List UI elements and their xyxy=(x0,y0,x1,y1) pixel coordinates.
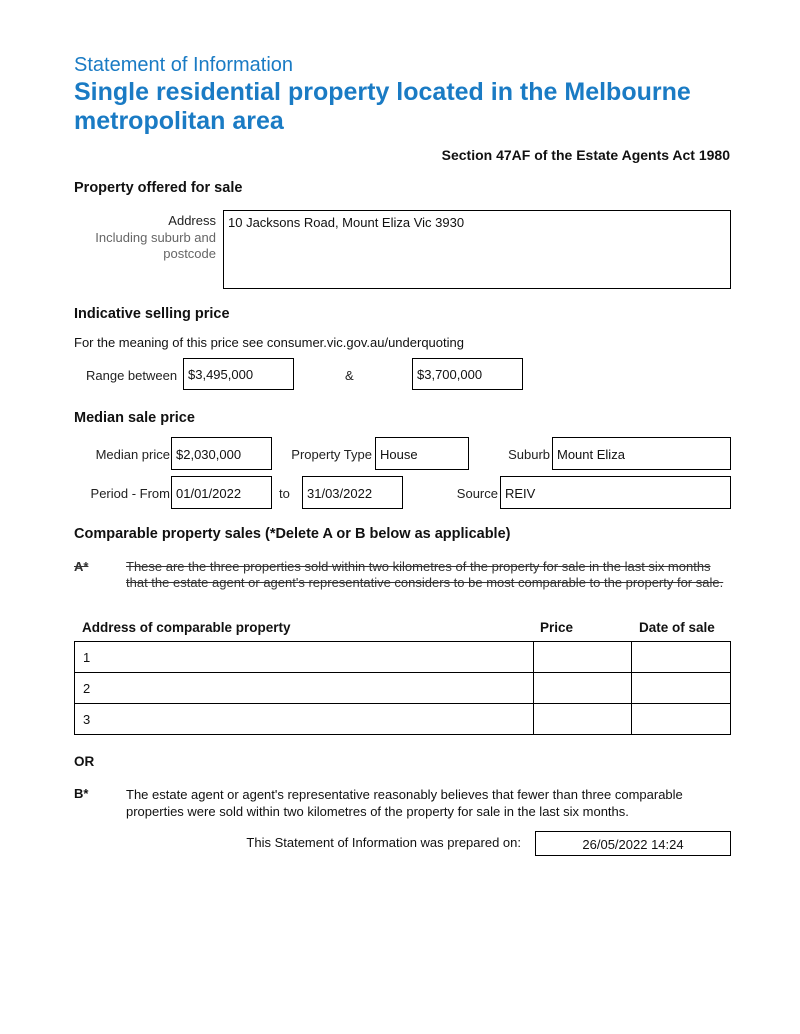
comparable-address-cell[interactable]: 2 xyxy=(75,673,534,704)
comparable-address-cell[interactable]: 3 xyxy=(75,704,534,735)
suburb-label: Suburb xyxy=(508,447,550,462)
act-section: Section 47AF of the Estate Agents Act 1980 xyxy=(441,147,730,163)
median-price-label: Median price xyxy=(95,447,170,462)
address-hint: Including suburb and postcode xyxy=(95,230,216,261)
comparable-heading: Comparable property sales (*Delete A or B below as applicable) xyxy=(74,526,511,542)
underquoting-note: For the meaning of this price see consumer.vic.gov.au/underquoting xyxy=(74,335,464,350)
comparable-address-cell[interactable]: 1 xyxy=(75,642,534,673)
source-label: Source xyxy=(456,486,498,501)
price-high-field[interactable]: $3,700,000 xyxy=(412,358,523,390)
property-type-label: Property Type xyxy=(291,447,372,462)
comparable-price-cell[interactable] xyxy=(534,673,632,704)
comparable-date-cell[interactable] xyxy=(632,673,731,704)
median-heading: Median sale price xyxy=(74,410,195,426)
period-from-field[interactable]: 01/01/2022 xyxy=(171,476,272,509)
comparable-table xyxy=(74,641,731,735)
period-to-label: to xyxy=(279,486,290,501)
comparable-price-cell[interactable] xyxy=(534,704,632,735)
comparable-date-cell[interactable] xyxy=(632,704,731,735)
price-low-field[interactable]: $3,495,000 xyxy=(183,358,294,390)
period-from-label: Period - From xyxy=(90,486,170,501)
option-a-marker: A* xyxy=(74,559,89,574)
property-heading: Property offered for sale xyxy=(74,180,243,196)
property-type-field[interactable]: House xyxy=(375,437,469,470)
prepared-date-field[interactable]: 26/05/2022 14:24 xyxy=(535,831,731,856)
prepared-label: This Statement of Information was prepared on: xyxy=(246,835,521,850)
source-field[interactable]: REIV xyxy=(500,476,731,509)
period-to-field[interactable]: 31/03/2022 xyxy=(302,476,403,509)
col-price-header: Price xyxy=(540,620,574,635)
table-row xyxy=(75,704,731,735)
range-label: Range between xyxy=(86,368,178,383)
document-subtitle: Statement of Information xyxy=(74,54,294,76)
range-and: & xyxy=(345,368,354,383)
document-title: Single residential property located in the Melbourne metropolitan area xyxy=(74,78,691,135)
median-price-field[interactable]: $2,030,000 xyxy=(171,437,272,470)
indicative-heading: Indicative selling price xyxy=(74,306,230,322)
or-separator: OR xyxy=(74,754,95,769)
option-a-text: These are the three properties sold within two kilometres of the property for sale in the last six months that the estate agent or agent's representative considers to be most comparable to the property for sale. xyxy=(126,559,724,590)
col-address-header: Address of comparable property xyxy=(82,620,291,635)
table-row xyxy=(75,642,731,673)
suburb-field[interactable]: Mount Eliza xyxy=(552,437,731,470)
address-label: Address xyxy=(168,213,216,228)
table-row xyxy=(75,673,731,704)
option-b-marker: B* xyxy=(74,786,89,801)
comparable-price-cell[interactable] xyxy=(534,642,632,673)
address-field[interactable]: 10 Jacksons Road, Mount Eliza Vic 3930 xyxy=(223,210,731,289)
option-b-text: The estate agent or agent's representative reasonably believes that fewer than three comparable properties were sold within two kilometres of the property for sale in the last six months. xyxy=(126,787,683,819)
col-date-header: Date of sale xyxy=(639,620,715,635)
comparable-date-cell[interactable] xyxy=(632,642,731,673)
